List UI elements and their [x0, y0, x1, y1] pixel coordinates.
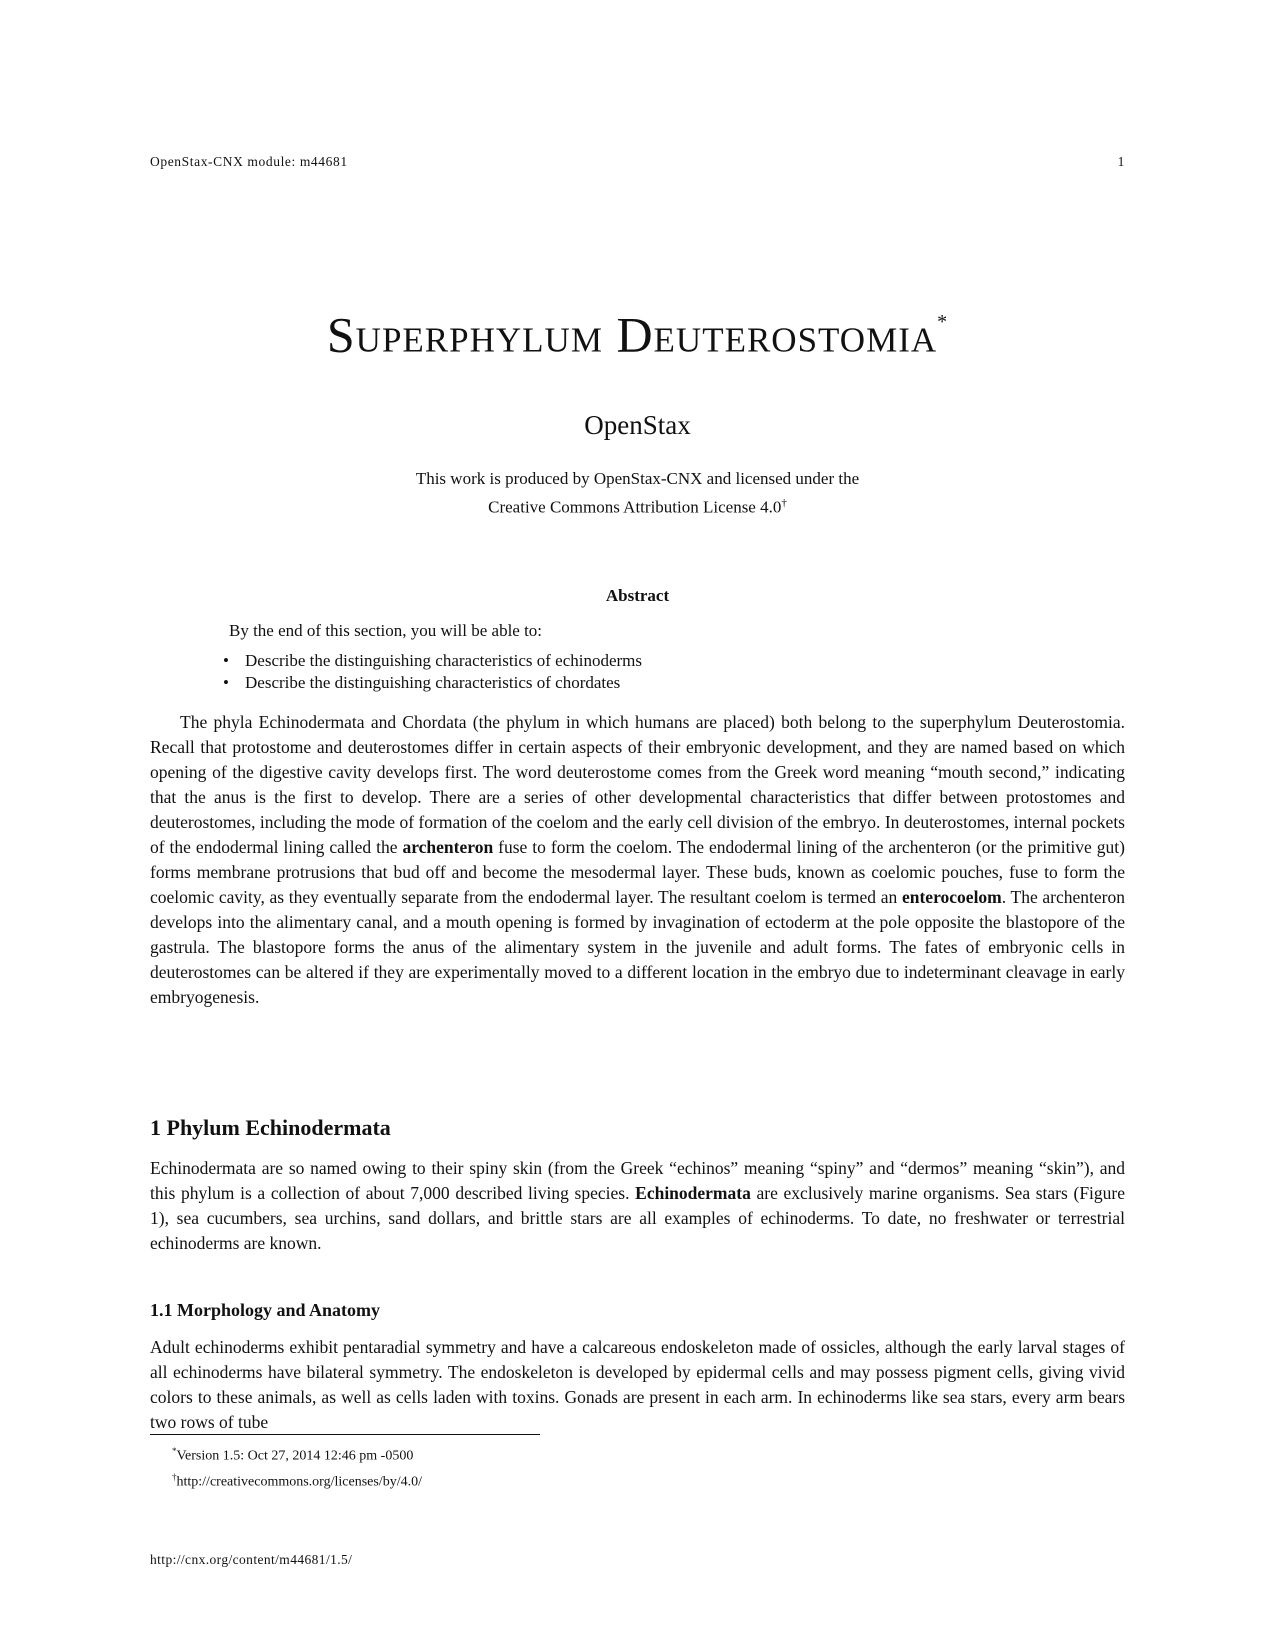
- footer-url-link[interactable]: http://cnx.org/content/m44681/1.5/: [150, 1552, 353, 1567]
- list-item: • Describe the distinguishing characteristics of echinoderms: [223, 651, 643, 670]
- author: OpenStax: [584, 410, 691, 440]
- footnote-license-link[interactable]: †http://creativecommons.org/licenses/by/4.0/: [172, 1471, 422, 1490]
- term-enterocoelom: enterocoelom: [901, 887, 1002, 907]
- intro-paragraph: The phyla Echinodermata and Chordata (the phylum in which humans are placed) both belong to the superphylum Deuterostomia. Recall that protostome and deuterostomes differ in certain aspects of their embryonic development, and they are named based on which opening of the digestive cavity develops first. The word deuterostome comes from the Greek word meaning “mouth second,” indicating that the anus is the first to develop. There are a series of other developmental characteristics that differ between protostomes and deuterostomes, including the mode of formation of the coelom and the early cell division of the embryo. In deuterostomes, internal pockets of the endodermal lining called the archenteron fuse to form the coelom. The endodermal lining of the archenteron (or the primitive gut) forms membrane protrusions that bud off and become the mesodermal layer. These buds, known as coelomic pouches, fuse to form the coelomic cavity, as they eventually separate from the endodermal layer. The resultant coelom is termed an enterocoelom. The archenteron develops into the alimentary canal, and a mouth opening is formed by invagination of ectoderm at the pole opposite the blastopore of the gastrula. The blastopore forms the anus of the alimentary system in the juvenile and adult forms. The fates of embryonic cells in deuterostomes can be altered if they are experimentally moved to a different location in the embryo due to indeterminant cleavage in early embryogenesis.: [150, 712, 1126, 1007]
- footnote-divider: [150, 1434, 540, 1435]
- bullet-icon: •: [223, 673, 229, 692]
- list-item: • Describe the distinguishing characteristics of chordates: [223, 673, 621, 692]
- page-number: 1: [1117, 154, 1125, 169]
- footnote-version: *Version 1.5: Oct 27, 2014 12:46 pm -0500: [172, 1446, 414, 1464]
- module-id: OpenStax-CNX module: m44681: [150, 154, 348, 169]
- abstract-body: [223, 620, 1049, 694]
- footnotes: [172, 1441, 422, 1492]
- morphology-paragraph: Adult echinoderms exhibit pentaradial symmetry and have a calcareous endoskeleton made of ossicles, although the early larval stages of all echinoderms have bilateral symmetry. The endoskeleton is developed by epidermal cells and may possess pigment cells, giving vivid colors to these animals, as well as cells laden with toxins. Gonads are present in each arm. In echinoderms like sea stars, every arm bears two rows of tube: [150, 1337, 1125, 1432]
- document-title: [0, 298, 1275, 365]
- section-heading-echinodermata: 1 Phylum Echinodermata: [150, 1115, 391, 1140]
- abstract-heading: Abstract: [605, 586, 670, 605]
- echinodermata-paragraph: Echinodermata are so named owing to their spiny skin (from the Greek “echinos” meaning “spiny” and “dermos” meaning “skin”), and this phylum is a collection of about 7,000 described living species. Echinodermata are exclusively marine organisms. Sea stars (Figure 1), sea cucumbers, sea urchins, sand dollars, and brittle stars are all examples of echinoderms. To date, no freshwater or terrestrial echinoderms are known.: [150, 1158, 1126, 1253]
- title-text: Superphylum Deuterostomia: [326, 306, 938, 363]
- license-footnote-mark: †: [781, 497, 787, 509]
- bullet-icon: •: [223, 651, 229, 670]
- running-header: [150, 154, 1125, 170]
- license-notice: [0, 466, 1275, 520]
- term-archenteron: archenteron: [402, 837, 494, 857]
- subsection-heading-morphology: 1.1 Morphology and Anatomy: [150, 1300, 381, 1320]
- license-line-2: Creative Commons Attribution License 4.0†: [488, 497, 787, 517]
- license-line-1: This work is produced by OpenStax-CNX and licensed under the: [415, 469, 860, 488]
- abstract-intro: By the end of this section, you will be able to:: [229, 621, 543, 640]
- term-echinodermata: Echinodermata: [635, 1183, 751, 1203]
- objectives-list: [223, 650, 1049, 694]
- title-footnote-mark: *: [937, 311, 949, 333]
